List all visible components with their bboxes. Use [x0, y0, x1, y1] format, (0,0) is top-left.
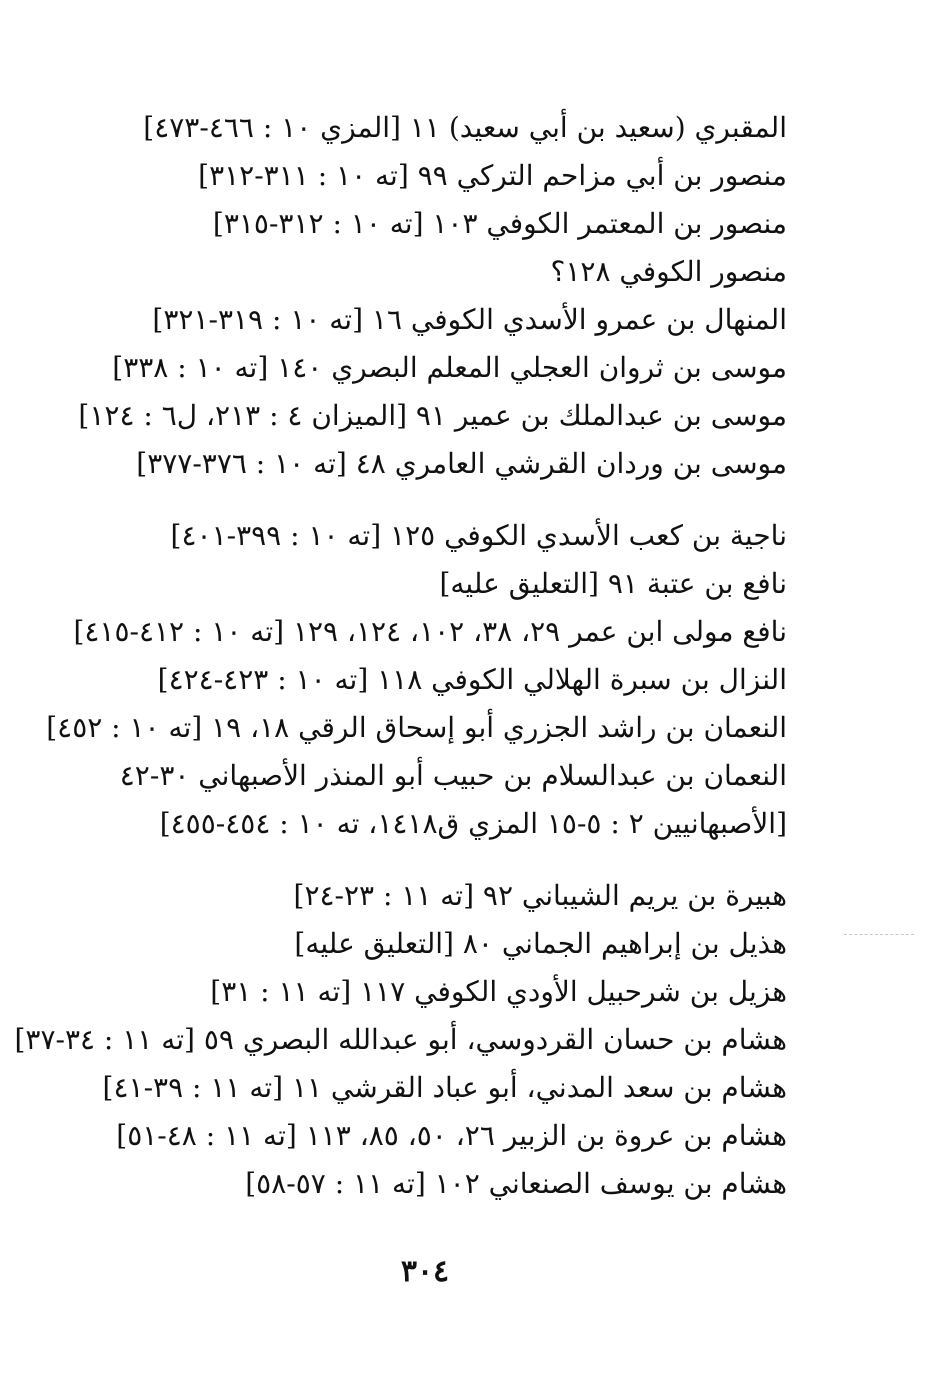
index-entry: المنهال بن عمرو الأسدي الكوفي ١٦ [ته ١٠ : ٣١٩-٣٢١]	[152, 303, 787, 336]
narrator-index	[14, 104, 787, 1208]
index-entry: النعمان بن راشد الجزري أبو إسحاق الرقي ١٨، ١٩ [ته ١٠ : ٤٥٢]	[46, 711, 787, 744]
index-entry: منصور الكوفي ١٢٨؟	[550, 255, 787, 288]
index-entry: المقبري (سعيد بن أبي سعيد) ١١ [المزي ١٠ : ٤٦٦-٤٧٣]	[143, 111, 787, 144]
index-entry: هذيل بن إبراهيم الجماني ٨٠ [التعليق عليه]	[294, 927, 787, 960]
index-entry: هشام بن عروة بن الزبير ٢٦، ٥٠، ٨٥، ١١٣ [ته ١١ : ٤٨-٥١]	[116, 1119, 787, 1152]
index-entry: موسى بن ثروان العجلي المعلم البصري ١٤٠ [ته ١٠ : ٣٣٨]	[112, 351, 787, 384]
index-group-nun	[46, 512, 787, 848]
index-group-ha	[14, 872, 787, 1208]
index-entry: منصور بن المعتمر الكوفي ١٠٣ [ته ١٠ : ٣١٢-٣١٥]	[212, 207, 787, 240]
index-entry: ناجية بن كعب الأسدي الكوفي ١٢٥ [ته ١٠ : ٣٩٩-٤٠١]	[170, 519, 787, 552]
index-entry: نافع بن عتبة ٩١ [التعليق عليه]	[439, 567, 787, 600]
index-entry: النعمان بن عبدالسلام بن حبيب أبو المنذر الأصبهاني ٣٠-٤٢ [الأصبهانيين ٢ : ٥-١٥ المزي ق١٤١٨، ته ١٠ : ٤٥٤-٤٥٥]	[119, 759, 787, 840]
page-number: ٣٠٤	[400, 1254, 450, 1289]
index-entry: منصور بن أبي مزاحم التركي ٩٩ [ته ١٠ : ٣١١-٣١٢]	[198, 159, 787, 192]
index-entry: هشام بن يوسف الصنعاني ١٠٢ [ته ١١ : ٥٧-٥٨]	[245, 1167, 787, 1200]
index-entry: موسى بن عبدالملك بن عمير ٩١ [الميزان ٤ : ٢١٣، ل٦ : ١٢٤]	[78, 399, 787, 432]
index-entry: موسى بن وردان القرشي العامري ٤٨ [ته ١٠ : ٣٧٦-٣٧٧]	[136, 447, 787, 480]
index-entry: النزال بن سبرة الهلالي الكوفي ١١٨ [ته ١٠ : ٤٢٣-٤٢٤]	[157, 663, 787, 696]
index-group-mim	[60, 104, 787, 488]
index-entry: نافع مولى ابن عمر ٢٩، ٣٨، ١٠٢، ١٢٤، ١٢٩ [ته ١٠ : ٤١٢-٤١٥]	[73, 615, 787, 648]
scan-mark	[844, 934, 914, 935]
index-entry: هبيرة بن يريم الشيباني ٩٢ [ته ١١ : ٢٣-٢٤]	[293, 879, 787, 912]
index-entry: هزيل بن شرحبيل الأودي الكوفي ١١٧ [ته ١١ : ٣١]	[210, 975, 787, 1008]
index-entry: هشام بن حسان القردوسي، أبو عبدالله البصري ٥٩ [ته ١١ : ٣٤-٣٧]	[14, 1023, 787, 1056]
index-entry: هشام بن سعد المدني، أبو عباد القرشي ١١ [ته ١١ : ٣٩-٤١]	[102, 1071, 787, 1104]
